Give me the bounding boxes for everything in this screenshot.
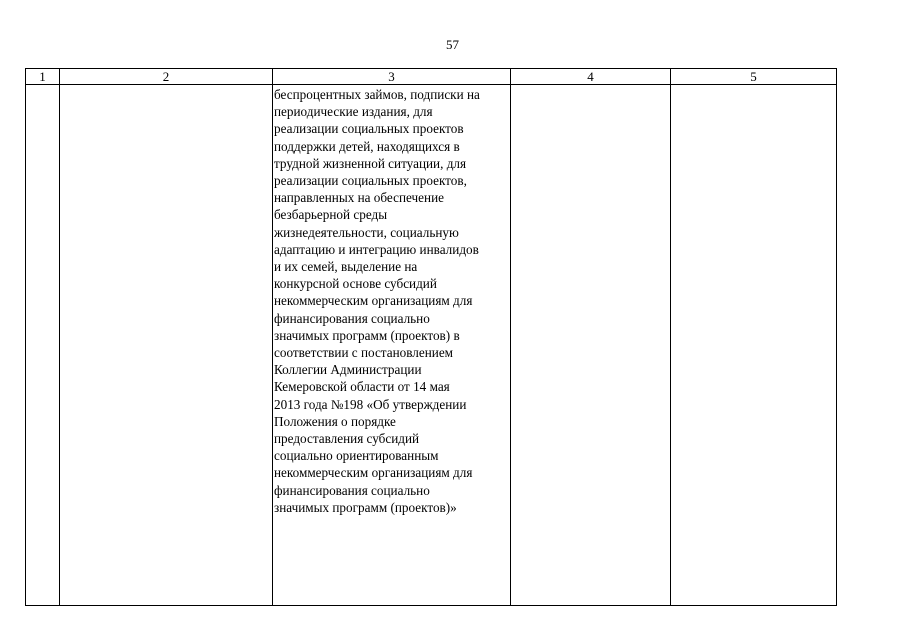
- column-header-2: 2: [60, 69, 273, 85]
- column-header-5: 5: [671, 69, 837, 85]
- cell-col2: [60, 85, 273, 606]
- cell-col1: [26, 85, 60, 606]
- column-header-4: 4: [511, 69, 671, 85]
- cell-col4: [511, 85, 671, 606]
- cell-col5-text: [671, 85, 836, 86]
- table-row: [26, 85, 837, 606]
- cell-col3: [273, 85, 511, 606]
- cell-col2-text: [60, 85, 272, 86]
- cell-col1-text: [26, 85, 59, 86]
- page-number: 57: [446, 37, 459, 52]
- document-table: [25, 68, 837, 606]
- cell-col4-text: [511, 85, 670, 86]
- column-header-3: 3: [273, 69, 511, 85]
- table-header-row: [26, 69, 837, 85]
- cell-col3-text: беспроцентных займов, подписки на периодические издания, для реализации социальных проектов поддержки детей, находящихся в трудной жизненной ситуации, для реализации социальных проектов, направленных на обеспечение безбарьерной среды жизнедеятельности, социальную адаптацию и интеграцию инвалидов и их семей, выделение на конкурсной основе субсидий некоммерческим организациям для финансирования социально значимых программ (проектов) в соответствии с постановлением Коллегии Администрации Кемеровской области от 14 мая 2013 года №198 «Об утверждении Положения о порядке предоставления субсидий социально ориентированным некоммерческим организациям для финансирования социально значимых программ (проектов)»: [274, 87, 480, 515]
- cell-col5: [671, 85, 837, 606]
- column-header-1: 1: [26, 69, 60, 85]
